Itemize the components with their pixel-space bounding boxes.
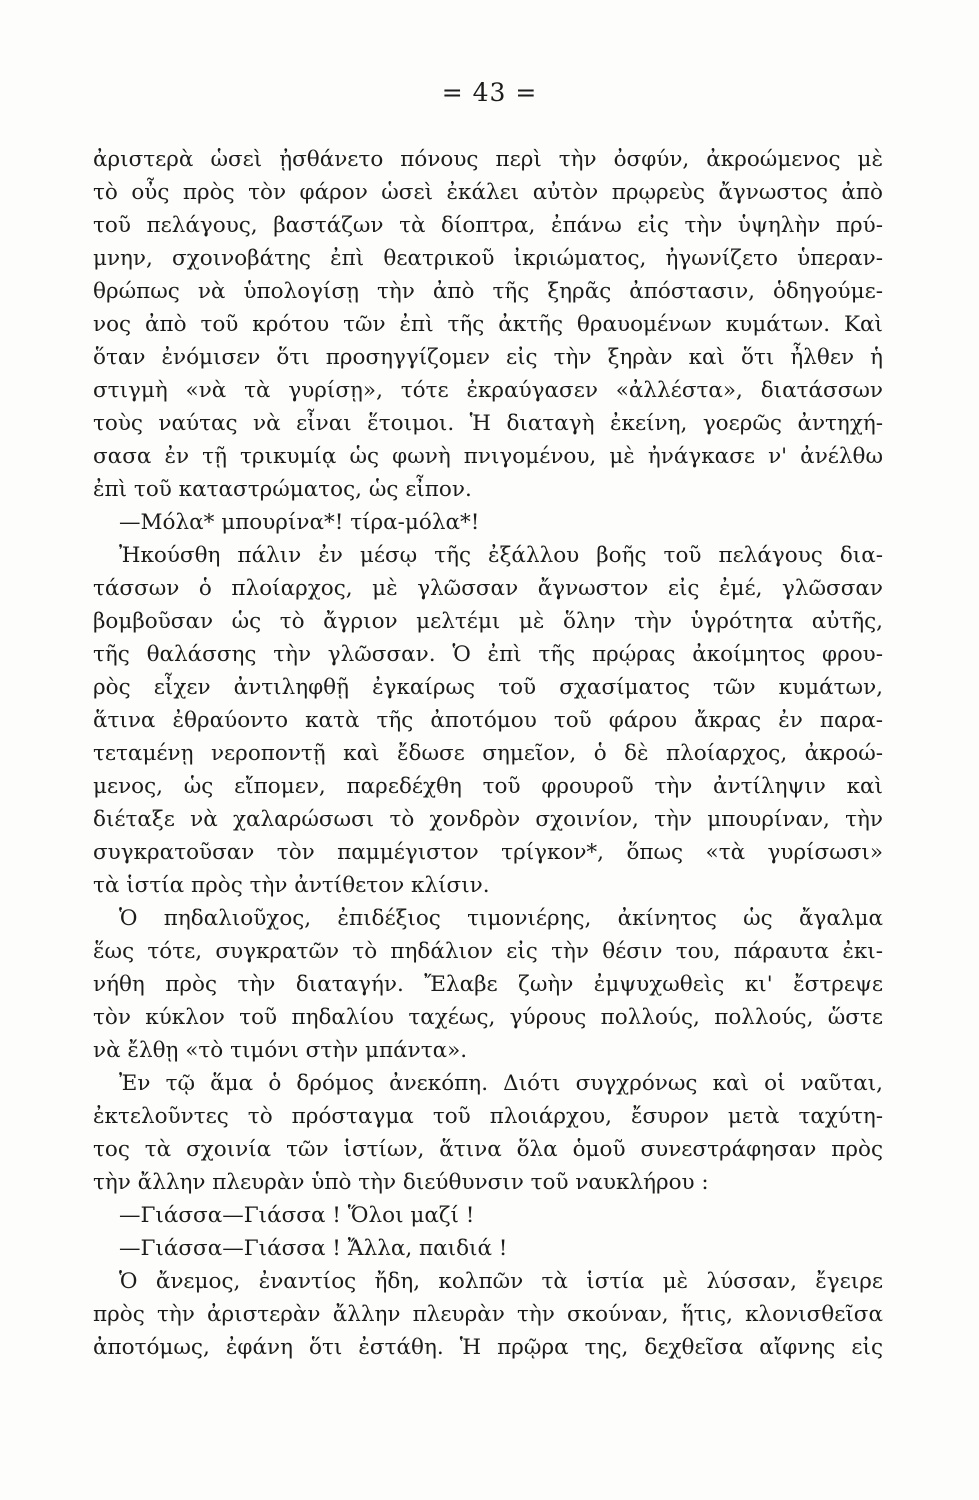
text-line: Ἠκούσθη πάλιν ἐν μέσῳ τῆς ἐξάλλου βοῆς τοῦ πελάγους δια- <box>119 543 883 568</box>
body-text <box>93 143 883 1364</box>
text-line: νὰ ἔλθῃ «τὸ τιμόνι στὴν μπάντα». <box>93 1038 468 1063</box>
text-line: βομβοῦσαν ὡς τὸ ἄγριον μελτέμι μὲ ὅλην τὴν ὑγρότητα αὐτῆς, <box>93 609 883 634</box>
text-line: μνην, σχοινοβάτης ἐπὶ θεατρικοῦ ἰκριώματος, ἠγωνίζετο ὑπεραν- <box>93 246 883 271</box>
text-line: τεταμένῃ νεροποντῇ καὶ ἔδωσε σημεῖον, ὁ δὲ πλοίαρχος, ἀκροώ- <box>93 741 883 766</box>
text-line: πρὸς τὴν ἀριστερὰν ἄλλην πλευρὰν τὴν σκούναν, ἥτις, κλονισθεῖσα <box>93 1302 883 1327</box>
text-line: Ὁ ἄνεμος, ἐναντίος ἤδη, κολπῶν τὰ ἱστία μὲ λύσσαν, ἔγειρε <box>119 1269 883 1294</box>
text-line: διέταξε νὰ χαλαρώσωσι τὸ χονδρὸν σχοινίον, τὴν μπουρίναν, τὴν <box>93 807 883 832</box>
text-line: τῆς θαλάσσης τὴν γλῶσσαν. Ὁ ἐπὶ τῆς πρῴρας ἀκοίμητος φρου- <box>93 642 883 667</box>
text-line: νος ἀπὸ τοῦ κρότου τῶν ἐπὶ τῆς ἀκτῆς θραυομένων κυμάτων. Καὶ <box>93 312 883 337</box>
text-line: τος τὰ σχοινία τῶν ἱστίων, ἅτινα ὅλα ὁμοῦ συνεστράφησαν πρὸς <box>93 1137 883 1162</box>
text-line: Ἐν τῷ ἅμα ὁ δρόμος ἀνεκόπη. Διότι συγχρόνως καὶ οἱ ναῦται, <box>119 1071 883 1096</box>
text-line: ἐπὶ τοῦ καταστρώματος, ὡς εἶπον. <box>93 477 472 502</box>
text-line: ρὸς εἶχεν ἀντιληφθῇ ἐγκαίρως τοῦ σχασίματος τῶν κυμάτων, <box>93 675 883 700</box>
text-line: —Γιάσσα—Γιάσσα ! Ἄλλα, παιδιά ! <box>119 1236 508 1261</box>
text-line: τὸ οὖς πρὸς τὸν φάρον ὡσεὶ ἐκάλει αὐτὸν πρῳρεὺς ἄγνωστος ἀπὸ <box>93 180 883 205</box>
text-line: ἐκτελοῦντες τὸ πρόσταγμα τοῦ πλοιάρχου, ἔσυρον μετὰ ταχύτη- <box>93 1104 883 1129</box>
text-line: στιγμὴ «νὰ τὰ γυρίσῃ», τότε ἐκραύγασεν «ἀλλέστα», διατάσσων <box>93 378 883 403</box>
text-line: τὰ ἱστία πρὸς τὴν ἀντίθετον κλίσιν. <box>93 873 490 898</box>
text-line: θρώπως νὰ ὑπολογίσῃ τὴν ἀπὸ τῆς ξηρᾶς ἀπόστασιν, ὁδηγούμε- <box>93 279 883 304</box>
text-line: τάσσων ὁ πλοίαρχος, μὲ γλῶσσαν ἄγνωστον εἰς ἐμέ, γλῶσσαν <box>93 576 883 601</box>
text-line: τὴν ἄλλην πλευρὰν ὑπὸ τὴν διεύθυνσιν τοῦ ναυκλήρου : <box>93 1170 709 1195</box>
text-line: νήθη πρὸς τὴν διαταγήν. Ἔλαβε ζωὴν ἐμψυχωθεὶς κι' ἔστρεψε <box>93 972 883 997</box>
text-line: ἕως τότε, συγκρατῶν τὸ πηδάλιον εἰς τὴν θέσιν του, πάραυτα ἐκι- <box>93 939 883 964</box>
page-number: = 43 = <box>441 78 538 107</box>
text-line: —Μόλα* μπουρίνα*! τίρα-μόλα*! <box>119 510 480 535</box>
text-line: σασα ἐν τῇ τρικυμίᾳ ὡς φωνὴ πνιγομένου, μὲ ἠνάγκασε ν' ἀνέλθω <box>93 444 883 469</box>
text-line: μενος, ὡς εἴπομεν, παρεδέχθη τοῦ φρουροῦ τὴν ἀντίληψιν καὶ <box>93 774 883 799</box>
text-line: τὸν κύκλον τοῦ πηδαλίου ταχέως, γύρους πολλούς, πολλούς, ὥστε <box>93 1005 883 1030</box>
text-line: τοὺς ναύτας νὰ εἶναι ἕτοιμοι. Ἡ διαταγὴ ἐκείνη, γοερῶς ἀντηχή- <box>93 411 883 436</box>
text-line: —Γιάσσα—Γιάσσα ! Ὅλοι μαζί ! <box>119 1203 475 1228</box>
text-line: ἀριστερὰ ὡσεὶ ᾐσθάνετο πόνους περὶ τὴν ὀσφύν, ἀκροώμενος μὲ <box>93 147 883 172</box>
text-line: ὅταν ἐνόμισεν ὅτι προσηγγίζομεν εἰς τὴν ξηρὰν καὶ ὅτι ἦλθεν ἡ <box>93 345 883 370</box>
text-line: ἀποτόμως, ἐφάνη ὅτι ἐστάθη. Ἡ πρῷρα της, δεχθεῖσα αἴφνης εἰς <box>93 1335 883 1360</box>
text-line: ἅτινα ἐθραύοντο κατὰ τῆς ἀποτόμου τοῦ φάρου ἄκρας ἐν παρα- <box>93 708 883 733</box>
text-line: τοῦ πελάγους, βαστάζων τὰ δίοπτρα, ἐπάνω εἰς τὴν ὑψηλὴν πρύ- <box>93 213 883 238</box>
text-line: Ὁ πηδαλιοῦχος, ἐπιδέξιος τιμονιέρης, ἀκίνητος ὡς ἄγαλμα <box>119 906 883 931</box>
text-line: συγκρατοῦσαν τὸν παμμέγιστον τρίγκον*, ὅπως «τὰ γυρίσωσι» <box>93 840 883 865</box>
